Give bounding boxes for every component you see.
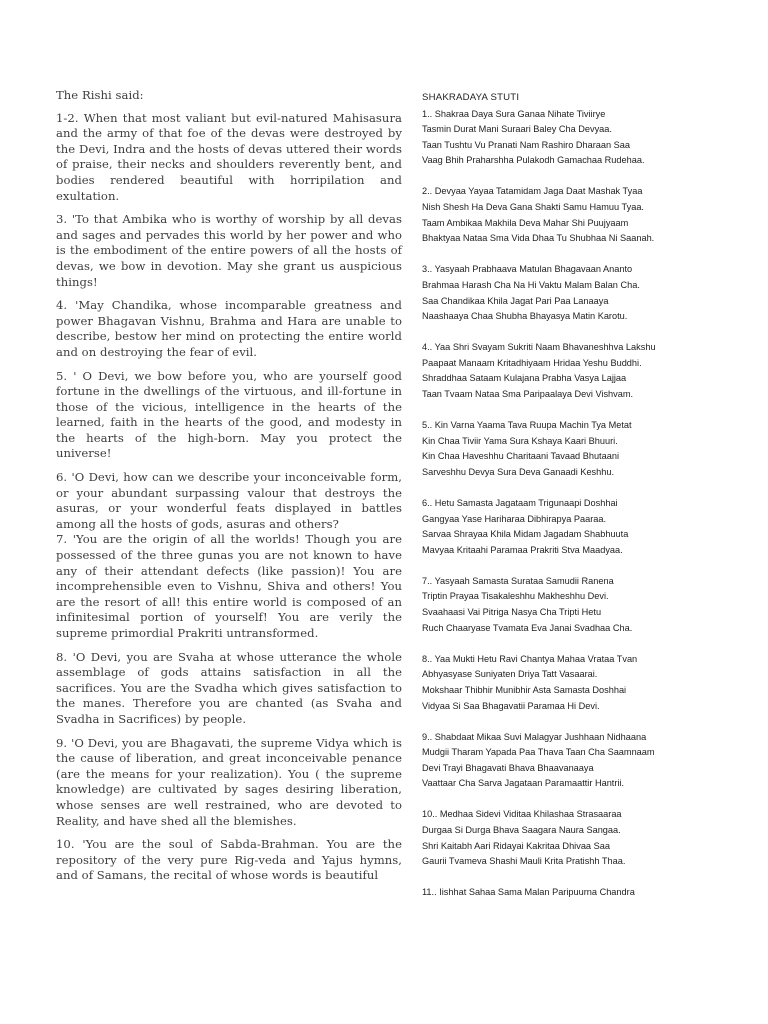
translation-paragraph: 1-2. When that most valiant but evil-natured Mahisasura and the army of that foe of the devas were destroyed by the Devi, Indra and the hosts of devas uttered their words of praise, their necks and shoulders reverently bent, and bodies rendered beautiful with horripilation and exultation. xyxy=(56,110,402,203)
verse-7 xyxy=(422,574,742,636)
verse-line: Brahmaa Harash Cha Na Hi Vaktu Malam Balan Cha. xyxy=(422,279,640,290)
translation-paragraph: 8. 'O Devi, you are Svaha at whose utterance the whole assemblage of gods attains satisfaction in all the sacrifices. You are the Svadha which gives satisfaction to the manes. Therefore you are chanted (as Svaha and Svadha in Sacrifices) by people. xyxy=(56,649,402,726)
verse-9 xyxy=(422,730,742,792)
verse-line: Paapaat Manaam Kritadhiyaam Hridaa Yeshu Buddhi. xyxy=(422,357,642,368)
verse-line: Kin Chaa Haveshhu Charitaani Tavaad Bhutaani xyxy=(422,451,619,462)
translation-paragraph: 4. 'May Chandika, whose incomparable greatness and power Bhagavan Vishnu, Brahma and Hara are unable to describe, bestow her mind on protecting the entire world and on destroying the fear of evil. xyxy=(56,298,402,359)
verse-line: Sarveshhu Devya Sura Deva Ganaadi Keshhu. xyxy=(422,466,615,477)
verse-line: Vidyaa Si Saa Bhagavatii Paramaa Hi Devi. xyxy=(422,700,600,711)
verse-line: 8.. Yaa Mukti Hetu Ravi Chantya Mahaa Vrataa Tvan xyxy=(422,653,638,664)
verse-line: Taam Ambikaa Makhila Deva Mahar Shi Puujyaam xyxy=(422,217,629,228)
verse-8 xyxy=(422,652,742,714)
verse-line: Ruch Chaaryase Tvamata Eva Janai Svadhaa Cha. xyxy=(422,622,633,633)
speaker-heading: The Rishi said: xyxy=(56,88,144,102)
verse-line: 3.. Yasyaah Prabhaava Matulan Bhagavaan Ananto xyxy=(422,264,633,275)
verse-line: Gangyaa Yase Hariharaa Dibhirapya Paaraa. xyxy=(422,513,607,524)
verse-line: Sarvaa Shrayaa Khila Midam Jagadam Shabhuuta xyxy=(422,529,629,540)
verse-line: Mudgii Tharam Yapada Paa Thava Taan Cha Saamnaam xyxy=(422,747,655,758)
verse-line: Svaahaasi Vai Pitriga Nasya Cha Tripti Hetu xyxy=(422,607,602,618)
verse-6 xyxy=(422,496,742,558)
verse-line: Shraddhaa Sataam Kulajana Prabha Vasya Lajjaa xyxy=(422,373,627,384)
translation-paragraph: 9. 'O Devi, you are Bhagavati, the supreme Vidya which is the cause of liberation, and great inconceivable penance (are the means for your realization). You ( the supreme knowledge) are cultivated by sages desiring liberation, whose senses are well restrained, who are devoted to Reality, and have shed all the blemishes. xyxy=(56,735,402,828)
verse-list xyxy=(422,107,742,901)
verse-10 xyxy=(422,807,742,869)
translation-column xyxy=(56,88,402,890)
verse-line: Kin Chaa Tiviir Yama Sura Kshaya Kaari Bhuuri. xyxy=(422,435,618,446)
verse-line: Mavyaa Kritaahi Paramaa Prakriti Stva Maadyaa. xyxy=(422,544,623,555)
verse-line: Bhaktyaa Nataa Sma Vida Dhaa Tu Shubhaa Ni Saanah. xyxy=(422,233,655,244)
verse-line: 5.. Kin Varna Yaama Tava Ruupa Machin Tya Metat xyxy=(422,420,632,431)
verse-line: Durgaa Si Durga Bhava Saagara Naura Sangaa. xyxy=(422,825,621,836)
verse-line: 7.. Yasyaah Samasta Surataa Samudii Ranena xyxy=(422,575,614,586)
verse-4 xyxy=(422,340,742,402)
verse-line: 9.. Shabdaat Mikaa Suvi Malagyar Jushhaan Nidhaana xyxy=(422,731,647,742)
verse-line: Vaag Bhih Praharshha Pulakodh Gamachaa Rudehaa. xyxy=(422,155,645,166)
translation-paragraph: 3. 'To that Ambika who is worthy of worship by all devas and sages and pervades this world by her power and who is the embodiment of the entire powers of all the hosts of devas, we bow in devotion. May she grant us auspicious things! xyxy=(56,212,402,289)
verse-line: Abhyasyase Suniyaten Driya Tatt Vasaarai. xyxy=(422,669,598,680)
verse-line: Saa Chandikaa Khila Jagat Pari Paa Lanaaya xyxy=(422,295,609,306)
stuti-title: SHAKRADAYA STUTI xyxy=(422,92,520,103)
verse-2 xyxy=(422,184,742,246)
verse-line: Vaattaar Cha Sarva Jagataan Paramaattir Hantrii. xyxy=(422,778,625,789)
verse-line: Nish Shesh Ha Deva Gana Shakti Samu Hamuu Tyaa. xyxy=(422,202,644,213)
verse-line: Taan Tvaam Nataa Sma Paripaalaya Devi Vishvam. xyxy=(422,389,634,399)
verse-line: Tasmin Durat Mani Suraari Baley Cha Devyaa. xyxy=(422,124,612,135)
verse-line: 1.. Shakraa Daya Sura Ganaa Nihate Tiviirye xyxy=(422,108,606,119)
translation-paragraph: 5. ' O Devi, we bow before you, who are yourself good fortune in the dwellings of the virtuous, and ill-fortune in those of the vicious, intelligence in the hearts of the learned, faith in the hearts of the good, and modesty in the hearts of the high-born. May you protect the universe! xyxy=(56,368,402,461)
verse-line: 2.. Devyaa Yayaa Tatamidam Jaga Daat Mashak Tyaa xyxy=(422,186,643,197)
transliteration-column xyxy=(422,90,742,898)
verse-line: Shri Kaitabh Aari Ridayai Kakritaa Dhivaa Saa xyxy=(422,840,610,851)
verse-line: Devi Trayi Bhagavati Bhava Bhaavanaaya xyxy=(422,762,594,773)
verse-line: Taan Tushtu Vu Pranati Nam Rashiro Dharaan Saa xyxy=(422,139,631,150)
verse-line: Naashaaya Chaa Shubha Bhayasya Matin Karotu. xyxy=(422,311,628,322)
verse-line: 4.. Yaa Shri Svayam Sukriti Naam Bhavaneshhva Lakshu xyxy=(422,342,656,353)
translation-paragraph: 10. 'You are the soul of Sabda-Brahman. You are the repository of the very pure Rig-veda and Yajus hymns, and of Samans, the recital of whose words is beautiful xyxy=(56,837,402,883)
verse-line: Triptin Prayaa Tisakaleshhu Makheshhu Devi. xyxy=(422,591,609,602)
verse-line: Mokshaar Thibhir Munibhir Asta Samasta Doshhai xyxy=(422,684,627,695)
translation-paragraph: 6. 'O Devi, how can we describe your inconceivable form, or your abundant surpassing valour that destroys the asuras, or your wonderful feats displayed in battles among all the hosts of gods, asuras and others? xyxy=(56,470,402,531)
verse-1 xyxy=(422,107,742,169)
verse-3 xyxy=(422,262,742,324)
translation-paragraph: 7. 'You are the origin of all the worlds! Though you are possessed of the three gunas you are not known to have any of their attendant defects (like passion)! You are incomprehensible even to Vishnu, Shiva and others! You are the resort of all! this entire world is composed of an infinitesimal portion of yourself! You are verily the supreme primordial Prakriti untransformed. xyxy=(56,532,402,640)
verse-line: 11.. Iishhat Sahaa Sama Malan Paripuurna Chandra xyxy=(422,887,635,898)
verse-5 xyxy=(422,418,742,480)
verse-11 xyxy=(422,885,742,901)
verse-line: 6.. Hetu Samasta Jagataam Trigunaapi Doshhai xyxy=(422,497,618,508)
verse-line: 10.. Medhaa Sidevi Viditaa Khilashaa Strasaaraa xyxy=(422,809,622,820)
verse-line: Gaurii Tvameva Shashi Mauli Krita Pratishh Thaa. xyxy=(422,856,626,867)
